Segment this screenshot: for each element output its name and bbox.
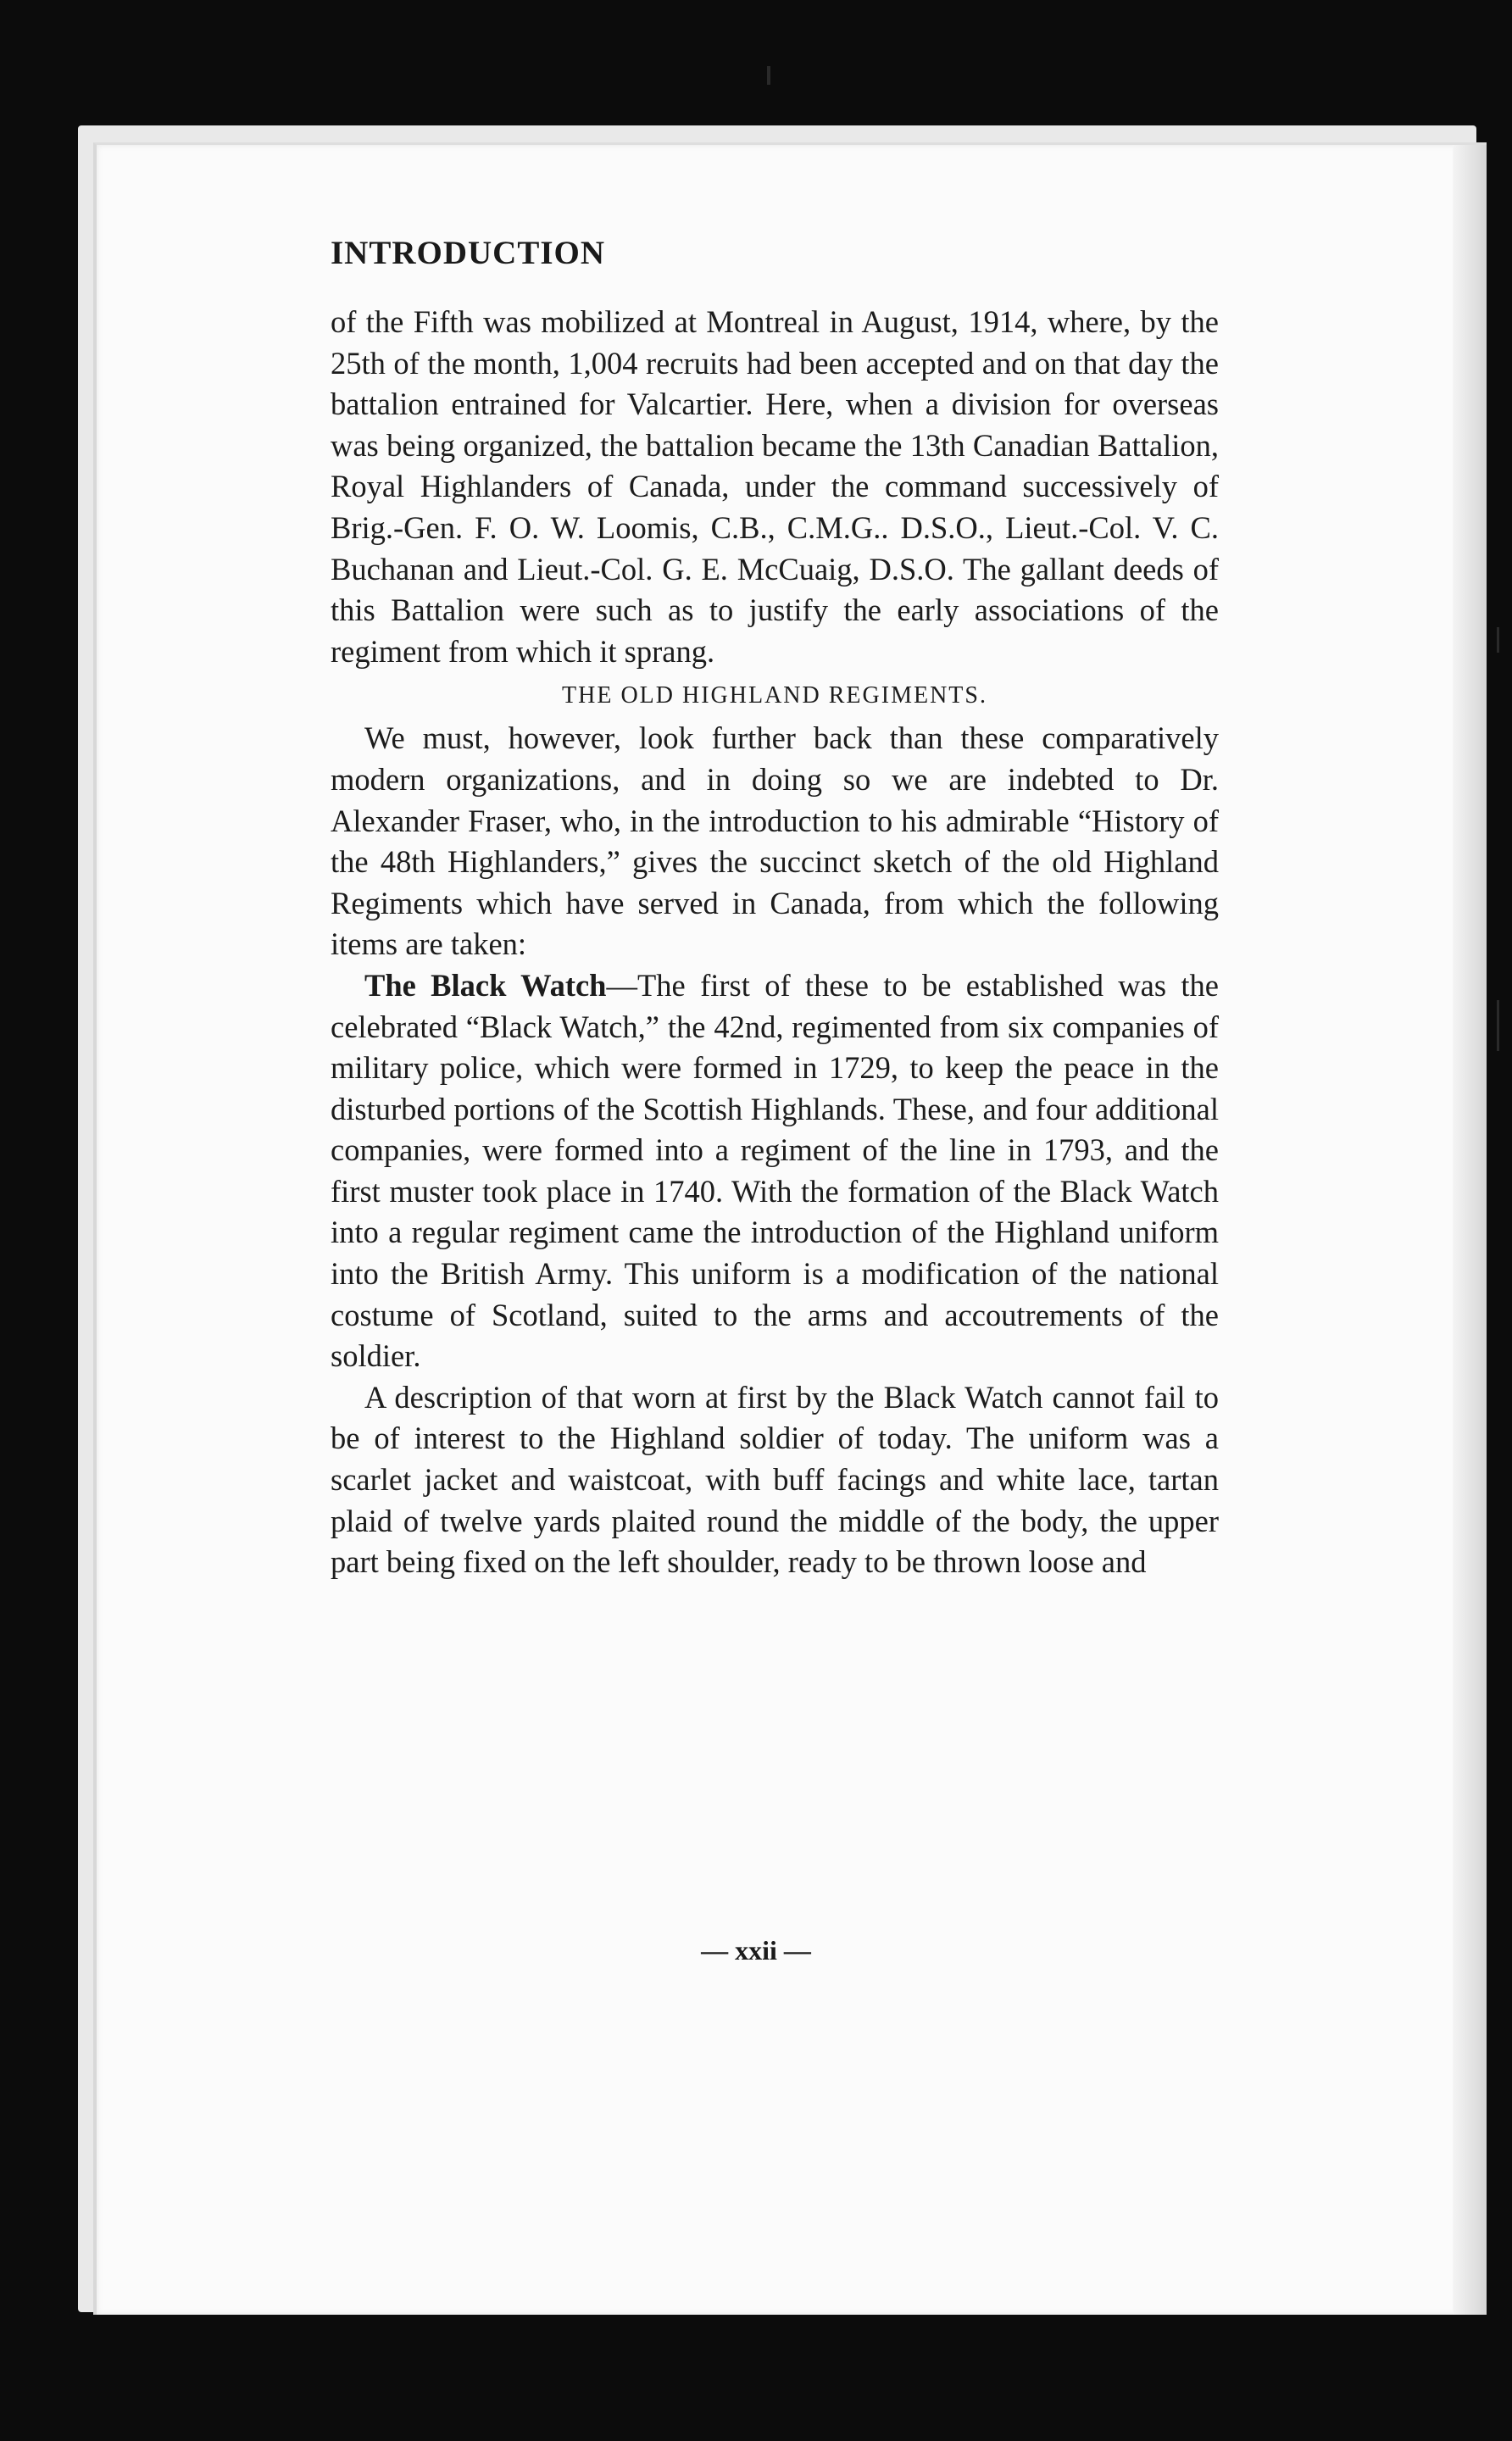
paragraph: A description of that worn at first by the Black Watch cannot fail to be of interest to the Highland soldier of today. The uniform was a scarlet jacket and waistcoat, with buff facings and white lace, tartan plaid of twelve yards plaited round the middle of the body, the upper part being fixed on the left shoulder, ready to be thrown loose and — [331, 1379, 1219, 1580]
paragraph — [331, 965, 1219, 1377]
section-heading: THE OLD HIGHLAND REGIMENTS. — [562, 682, 987, 709]
black-watch-heading: The Black Watch — [364, 967, 607, 1003]
page-body — [331, 302, 1219, 1583]
running-head: INTRODUCTION — [331, 235, 606, 271]
paragraph: We must, however, look further back than these comparatively modern organizations, and in doing so we are indebted to Dr. Alexander Fraser, who, in the introduction to his admirable “History of the 48th Highlanders,” gives the succinct sketch of the old Highland Regiments which have served in Canada, from which the following items are taken: — [331, 720, 1219, 962]
paragraph: of the Fifth was mobilized at Montreal in August, 1914, where, by the 25th of the month, 1,004 recruits had been accepted and on that day the battalion entrained for Valcartier. Here, when a division for overseas was being organized, the battalion became the 13th Canadian Battalion, Royal Highlanders of Canada, under the command successively of Brig.-Gen. F. O. W. Loomis, C.B., C.M.G.. D.S.O., Lieut.-Col. V. C. Buchanan and Lieut.-Col. G. E. McCuaig, D.S.O. The gallant deeds of this Battalion were such as to justify the early associations of the regiment from which it sprang. — [331, 304, 1219, 669]
scan-speck — [1497, 1000, 1499, 1051]
scan-speck — [1497, 627, 1499, 653]
page-number: — xxii — — [701, 1935, 811, 1966]
paragraph-text: —The first of these to be established was the celebrated “Black Watch,” the 42nd, regimented from six companies of military police, which were formed in 1729, to keep the peace in the disturbed portions of the Scottish Highlands. These, and four additional companies, were formed into a regiment of the line in 1793, and the first muster took place in 1740. With the formation of the Black Watch into a regular regiment came the introduction of the Highland uniform into the British Army. This uniform is a modification of the national costume of Scotland, suited to the arms and accoutrements of the soldier. — [331, 967, 1219, 1374]
page-edge-shadow — [1453, 145, 1487, 2315]
scan-speck — [767, 66, 770, 85]
